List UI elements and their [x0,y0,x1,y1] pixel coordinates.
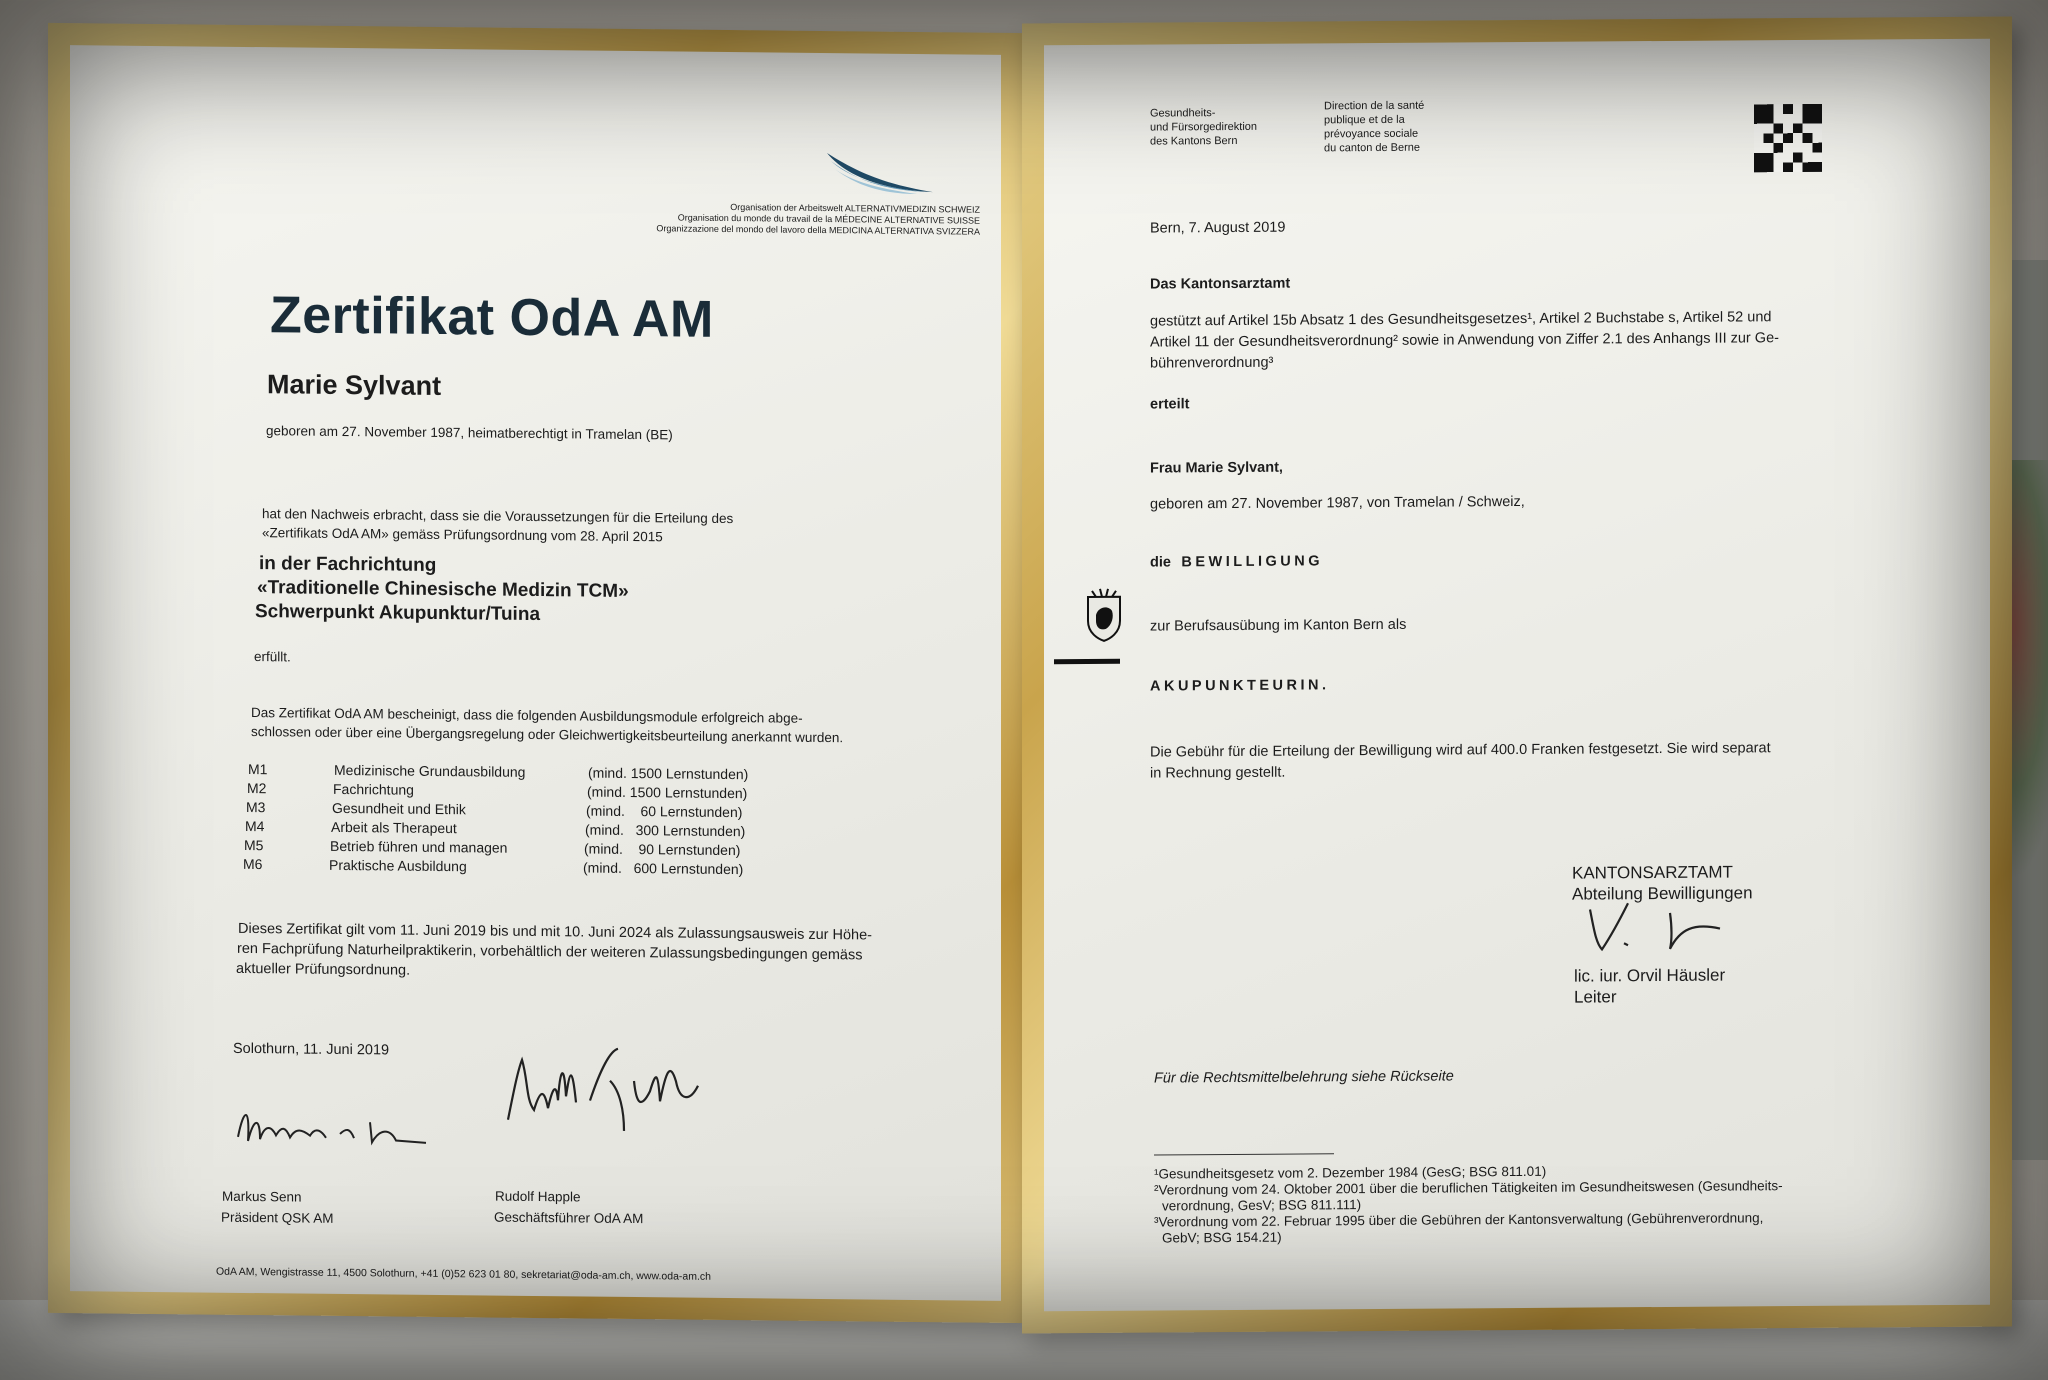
modules-intro-2: schlossen oder über eine Übergangsregelung oder Gleichwertigkeitsbeurteilung anerkannt wurden. [251,724,844,746]
signer-1-role: Präsident QSK AM [221,1209,334,1226]
module-hours: (mind. 60 Lernstunden) [586,802,743,821]
signature-rudolf-happle [500,1040,720,1142]
dept-fr-line: publique et de la [1324,113,1405,127]
module-name: Medizinische Grundausbildung [334,761,526,780]
module-code: M6 [243,855,263,873]
field-line-1: in der Fachrichtung [259,553,437,576]
footnote-2a: ²Verordnung vom 24. Oktober 2001 über die beruflichen Tätigkeiten im Gesundheitswesen (Gesundheits- [1154,1178,1783,1198]
signature-office: KANTONSARZTAMT [1572,862,1733,883]
validity-line-2: ren Fachprüfung Naturheilpraktikerin, vorbehältlich der weiteren Zulassungsbedingungen gemäss [237,940,863,964]
purpose-text: zur Berufsausübung im Kanton Bern als [1150,616,1407,635]
permit-prefix: die [1150,554,1171,571]
bern-permit [1044,39,1990,1312]
module-name: Arbeit als Therapeut [331,818,457,837]
module-code: M4 [245,817,265,835]
right-frame [1022,17,2012,1334]
bern-coat-of-arms-icon [1084,587,1124,643]
footnote-1: ¹Gesundheitsgesetz vom 2. Dezember 1984 (GesG; BSG 811.01) [1154,1163,1547,1182]
dept-header-de [1150,106,1257,149]
place-date: Solothurn, 11. Juni 2019 [233,1040,390,1059]
footnote-3a: ³Verordnung vom 22. Februar 1995 über die Gebühren der Kantonsverwaltung (Gebührenverordnung, [1154,1210,1764,1230]
signature-orvil-haeusler [1580,899,1730,958]
legal-basis-1: gestützt auf Artikel 15b Absatz 1 des Gesundheitsgesetzes¹, Artikel 2 Buchstabe s, Artikel 52 und [1150,309,1772,330]
fee-line-2: in Rechnung gestellt. [1150,764,1286,782]
footnote-2b: verordnung, GesV; BSG 811.111) [1162,1197,1362,1214]
signature-markus-senn [230,1097,430,1159]
signer-2-name: Rudolf Happle [495,1188,581,1205]
module-name: Praktische Ausbildung [329,856,467,875]
module-hours: (mind. 90 Lernstunden) [584,840,741,859]
signature-department: Abteilung Bewilligungen [1572,883,1753,904]
proof-line-1: hat den Nachweis erbracht, dass sie die Voraussetzungen für die Erteilung des [262,506,734,527]
profession: AKUPUNKTEURIN. [1150,677,1330,695]
issuing-office: Das Kantonsarztamt [1150,275,1291,293]
oda-contact-footer: OdA AM, Wengistrasse 11, 4500 Solothurn, +41 (0)52 623 01 80, sekretariat@oda-am.ch, www.oda-am.ch [216,1265,711,1283]
recipient-name: Frau Marie Sylvant, [1150,459,1283,477]
org-line-de: Organisation der Arbeitswelt ALTERNATIVMEDIZIN SCHWEIZ [730,202,980,215]
footnote-3b: GebV; BSG 154.21) [1162,1229,1282,1246]
validity-line-1: Dieses Zertifikat gilt vom 11. Juni 2019 bis und mit 10. Juni 2024 als Zulassungsausweis zur Höhe- [238,920,873,944]
module-hours: (mind. 600 Lernstunden) [583,859,744,878]
footnote-divider [1154,1153,1334,1155]
field-line-3: Schwerpunkt Akupunktur/Tuina [255,601,541,626]
module-code: M5 [244,836,264,854]
module-code: M1 [248,760,268,778]
module-code: M2 [247,779,267,797]
divider-bar [1054,659,1120,664]
legal-basis-2: Artikel 11 der Gesundheitsverordnung² sowie in Anwendung von Ziffer 2.1 des Anhangs III zur Ge- [1150,330,1779,351]
field-line-2: «Traditionelle Chinesische Medizin TCM» [257,577,629,602]
signer-role: Leiter [1574,987,1617,1007]
dept-de-line: des Kantons Bern [1150,134,1238,148]
module-hours: (mind. 1500 Lernstunden) [588,764,749,783]
org-line-fr: Organisation du monde du travail de la MÉDECINE ALTERNATIVE SUISSE [677,212,980,226]
signer-2-role: Geschäftsführer OdA AM [494,1209,644,1227]
legal-basis-3: bührenverordnung³ [1150,354,1274,372]
oda-wing-logo-icon [825,151,935,196]
dept-fr-line: prévoyance sociale [1324,127,1419,141]
module-name: Fachrichtung [333,780,414,798]
validity-line-3: aktueller Prüfungsordnung. [236,960,411,979]
holder-name: Marie Sylvant [267,369,442,402]
module-name: Gesundheit und Ethik [332,799,466,818]
dept-fr-line: Direction de la santé [1324,99,1425,113]
module-hours: (mind. 1500 Lernstunden) [587,783,748,802]
qr-code-icon [1752,104,1824,173]
holder-birth: geboren am 27. November 1987, heimatberechtigt in Tramelan (BE) [266,423,673,443]
fee-line-1: Die Gebühr für die Erteilung der Bewilligung wird auf 400.0 Franken festgesetzt. Sie wird separat [1150,740,1771,761]
signer-1-name: Markus Senn [222,1188,302,1205]
recipient-birth: geboren am 27. November 1987, von Tramelan / Schweiz, [1150,493,1525,513]
permit-word: BEWILLIGUNG [1181,553,1324,571]
dept-header-fr [1324,99,1424,156]
modules-intro-1: Das Zertifikat OdA AM bescheinigt, dass die folgenden Ausbildungsmodule erfolgreich abge- [251,705,803,726]
grants-text: erteilt [1150,396,1190,413]
oda-certificate [70,45,1001,1301]
left-frame [48,23,1023,1323]
proof-line-2: «Zertifikats OdA AM» gemäss Prüfungsordnung vom 28. April 2015 [262,525,663,545]
module-hours: (mind. 300 Lernstunden) [585,821,746,840]
permit-line [1150,551,1323,572]
appeal-notice: Für die Rechtsmittelbelehrung siehe Rückseite [1154,1068,1454,1087]
module-code: M3 [246,798,266,816]
dept-de-line: und Fürsorgedirektion [1150,120,1258,134]
permit-date: Bern, 7. August 2019 [1150,219,1286,237]
signer-name: lic. iur. Orvil Häusler [1574,965,1726,986]
certificate-title: Zertifikat OdA AM [270,286,714,349]
module-name: Betrieb führen und managen [330,837,508,856]
dept-de-line: Gesundheits- [1150,107,1216,120]
dept-fr-line: du canton de Berne [1324,141,1421,155]
oda-org-lines [470,199,980,237]
fulfilled-text: erfüllt. [254,649,291,665]
org-line-it: Organizzazione del mondo del lavoro della MEDICINA ALTERNATIVA SVIZZERA [656,223,980,237]
